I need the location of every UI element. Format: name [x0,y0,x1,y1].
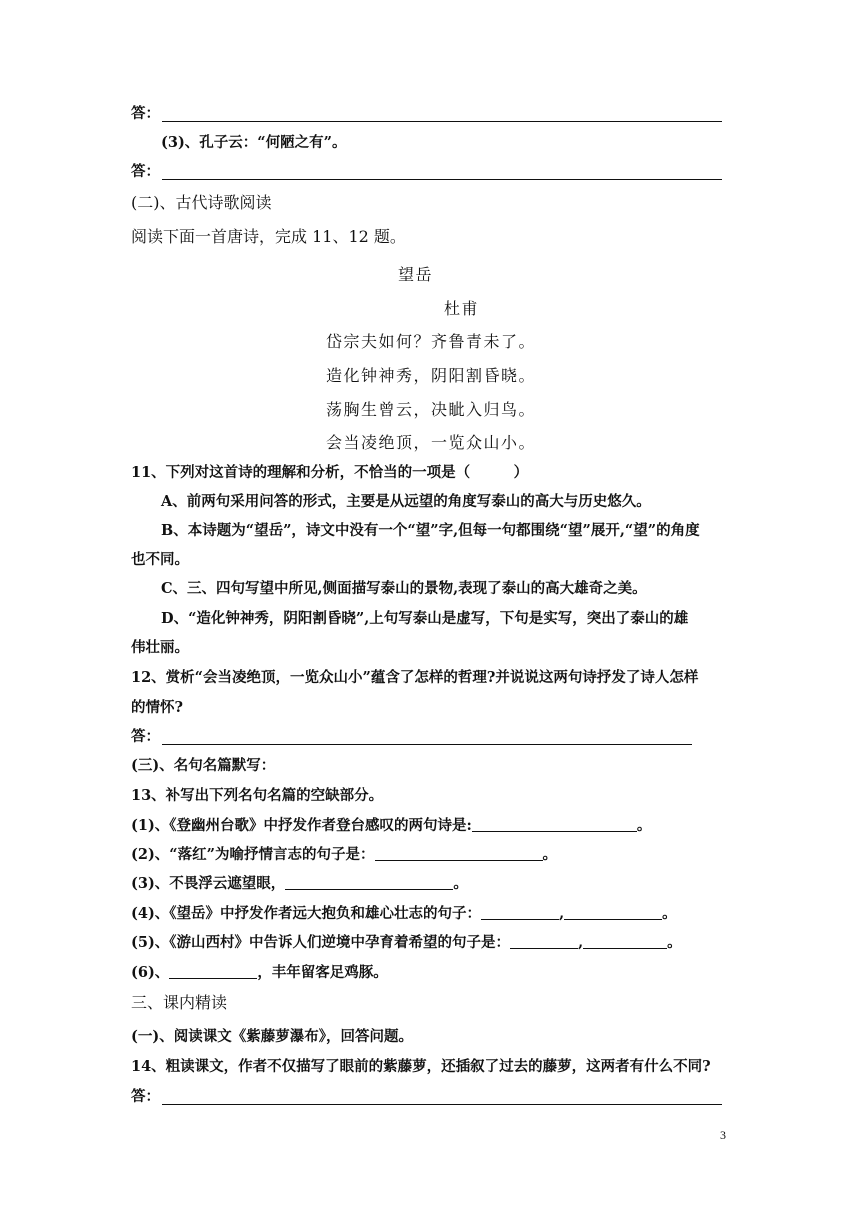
fill-item-text: (2)、“落红”为喻抒情言志的句子是： [131,846,375,863]
option-c[interactable]: C、三、四句写望中所见,侧面描写泰山的景物,表现了泰山的高大雄奇之美。 [161,580,647,597]
fill-item-sep: , [559,905,565,922]
page-number: 3 [720,1128,726,1142]
fill-blank[interactable] [472,817,637,832]
question-12: 12、赏析“会当凌绝顶，一览众山小”蕴含了怎样的哲理?并说说这两句诗抒发了诗人怎样 [131,669,699,686]
fill-item-end: 。 [667,934,682,951]
fill-item-end: 。 [542,846,557,863]
fill-item-3 [131,874,468,894]
fill-item-text: (6)、 [131,964,170,981]
fill-blank[interactable] [564,905,662,920]
option-d-continued: 伟壮丽。 [131,639,189,656]
fill-item-5 [131,933,682,953]
poem-title: 望岳 [398,265,434,284]
fill-item-4 [131,904,677,924]
option-a[interactable]: A、前两句采用问答的形式，主要是从远望的角度写泰山的高大与历史悠久。 [161,493,651,510]
poem-line: 荡胸生曾云，决眦入归鸟。 [326,400,537,419]
fill-blank[interactable] [375,846,543,861]
fill-blank[interactable] [510,934,578,949]
section-heading-poetry: (二)、古代诗歌阅读 [131,193,272,212]
reading-instruction: 阅读下面一首唐诗，完成 11、12 题。 [131,227,406,246]
option-b[interactable]: B、本诗题为“望岳”，诗文中没有一个“望”字,但每一句都围绕“望”展开,“望”的角度 [161,522,700,539]
answer-label: 答： [131,105,160,122]
fill-item-2 [131,845,557,865]
question-10-3: (3)、孔子云：“何陋之有”。 [161,134,347,151]
fill-item-text: (1)、《登幽州台歌》中抒发作者登台感叹的两句诗是: [131,817,472,834]
answer-line[interactable] [162,179,722,180]
fill-item-end: ，丰年留客足鸡豚。 [257,964,388,981]
fill-item-6 [131,963,388,983]
question-13: 13、补写出下列名句名篇的空缺部分。 [131,787,384,804]
fill-blank[interactable] [169,964,257,979]
question-11: 11、下列对这首诗的理解和分析，不恰当的一项是（ ） [131,464,529,481]
sub-heading-reading: (一)、阅读课文《紫藤萝瀑布》，回答问题。 [131,1028,413,1045]
answer-line[interactable] [162,121,722,122]
fill-blank[interactable] [285,875,453,890]
fill-item-end: 。 [636,817,652,834]
poem-line: 造化钟神秀，阴阳割昏晓。 [326,366,537,385]
poem-author: 杜甫 [444,299,480,318]
answer-label: 答： [131,1088,160,1105]
fill-item-text: (4)、《望岳》中抒发作者远大抱负和雄心壮志的句子： [131,905,482,922]
option-b-continued: 也不同。 [131,551,189,568]
poem-line: 会当凌绝顶，一览众山小。 [326,433,537,452]
question-14: 14、粗读课文，作者不仅描写了眼前的紫藤萝，还插叙了过去的藤萝，这两者有什么不同? [131,1058,711,1075]
answer-label: 答： [131,163,160,180]
option-d[interactable]: D、“造化钟神秀，阴阳割昏晓”,上句写泰山是虚写，下句是实写，突出了泰山的雄 [161,610,689,627]
poem-line: 岱宗夫如何？齐鲁青未了。 [326,332,537,351]
fill-item-end: 。 [453,875,468,892]
fill-item-sep: , [578,934,584,951]
fill-item-1 [131,816,651,836]
section-heading-three: 三、课内精读 [131,993,228,1012]
fill-item-text: (5)、《游山西村》中告诉人们逆境中孕育着希望的句子是： [131,934,511,951]
fill-blank[interactable] [583,934,667,949]
answer-label: 答： [131,728,160,745]
section-heading-recite: (三)、名句名篇默写： [131,757,276,774]
question-12-continued: 的情怀? [131,699,183,716]
answer-line[interactable] [162,1104,722,1105]
fill-blank[interactable] [481,905,559,920]
fill-item-text: (3)、不畏浮云遮望眼， [131,875,286,892]
answer-line[interactable] [162,744,692,745]
fill-item-end: 。 [662,905,677,922]
